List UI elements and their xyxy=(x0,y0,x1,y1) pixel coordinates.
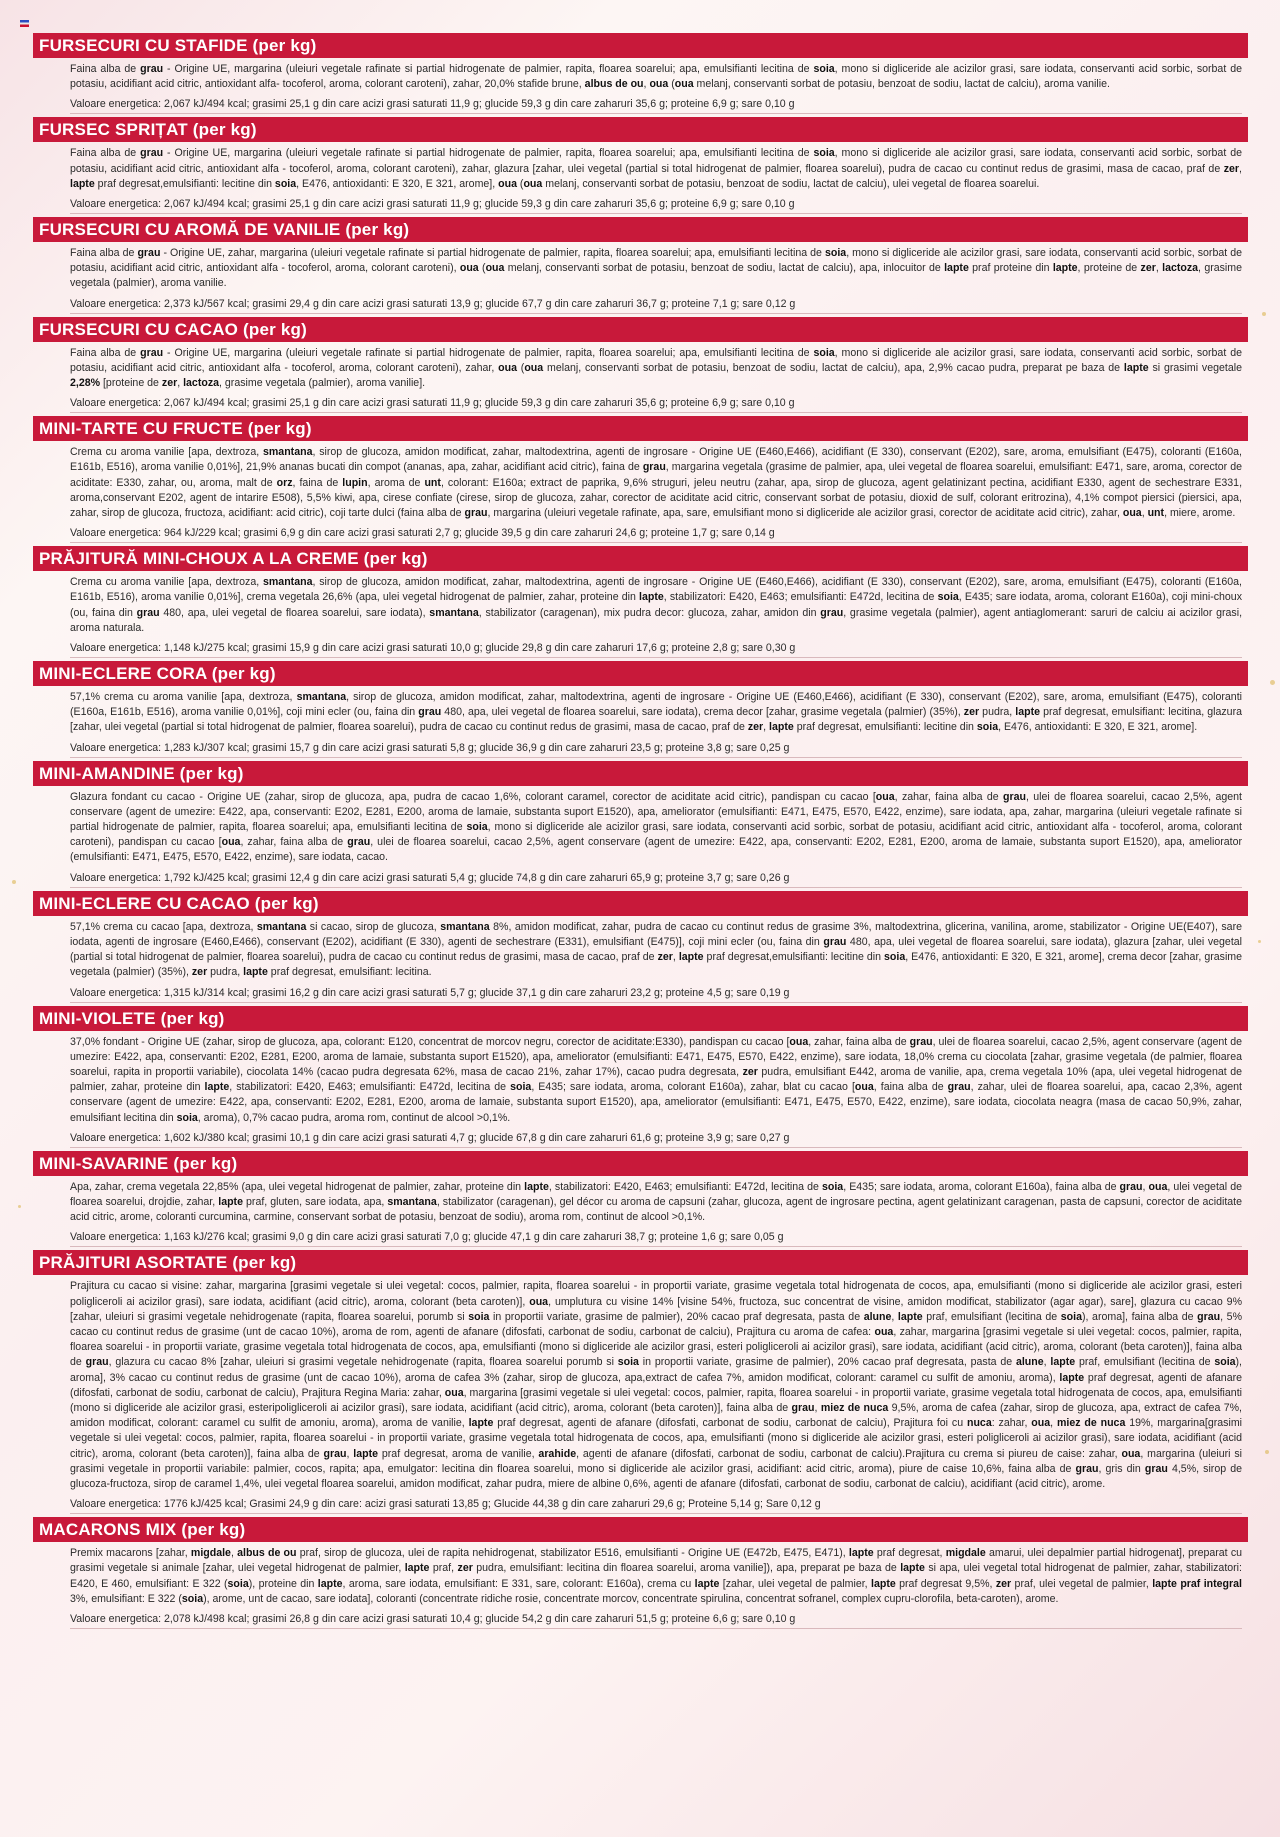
allergen-highlight: zer xyxy=(457,1562,473,1575)
allergen-highlight: nuca xyxy=(966,1417,992,1430)
allergen-highlight: zer xyxy=(657,951,673,964)
allergen-highlight: grau xyxy=(947,1081,971,1094)
allergen-highlight: lapte xyxy=(897,1310,923,1323)
product-title: FURSECURI CU STAFIDE (per kg) xyxy=(33,33,1248,58)
allergen-highlight: oua xyxy=(874,1325,894,1338)
allergen-highlight: smantana xyxy=(263,446,313,459)
allergen-highlight: grau xyxy=(642,461,666,474)
allergen-highlight: oua xyxy=(789,1035,809,1048)
allergen-highlight: albus de ou xyxy=(584,78,644,91)
product-body xyxy=(33,342,1248,414)
allergen-highlight: lactoza xyxy=(183,377,220,390)
allergen-highlight: smantana xyxy=(263,576,313,589)
product-section xyxy=(33,891,1248,1006)
nutrition-values: Valoare energetica: 964 kJ/229 kcal; grasimi 6,9 g din care acizi grasi saturati 2,7 g; glucide 39,5 g din care zaharuri 24,6 g; proteine 1,7 g; sare 0,14 g xyxy=(70,526,1242,543)
allergen-highlight: grau xyxy=(823,935,847,948)
allergen-highlight: lapte xyxy=(468,1417,494,1430)
product-body xyxy=(33,1031,1248,1148)
product-body xyxy=(33,786,1248,888)
product-section xyxy=(33,1517,1248,1632)
allergen-highlight: lapte xyxy=(1052,262,1078,275)
product-section xyxy=(33,546,1248,661)
allergen-highlight: oua xyxy=(854,1081,874,1094)
allergen-highlight: grau xyxy=(1003,790,1026,803)
allergen-highlight: zer xyxy=(742,1065,758,1078)
allergen-highlight: lapte xyxy=(769,721,794,734)
allergen-highlight: lapte xyxy=(848,1547,874,1560)
allergen-highlight: grau xyxy=(418,706,442,719)
decor-sparkle xyxy=(1270,680,1275,685)
product-title: FURSECURI CU AROMĂ DE VANILIE (per kg) xyxy=(33,217,1248,242)
allergen-highlight: oua xyxy=(1148,1180,1168,1193)
ingredients-text: Apa, zahar, crema vegetala 22,85% (apa, ulei vegetal hidrogenat de palmier, zahar, proteine din lapte, stabilizatori: E420, E463; emulsifianti: E472d, lecitina de soia, E435; sare iodata, aroma, colorant E160a), faina alba de grau, oua, ulei vegetal de floarea soarelui, drojdie, zahar, lapte praf, gluten, sare iodata, apa, smantana, stabilizator (caragenan), gel décor cu aroma de capsuni (zahar, glucoza, agent de ingrosare pectina, agent gelatinizant caragenan, pasta de capsuni, corector de aciditate acid citric, arome, coloranti curcumina, carmine, conservant sorbat de potasiu, benzoat de sodiu), aroma rom, continut de alcool >0,1%. xyxy=(70,1180,1242,1224)
product-title: MINI-SAVARINE (per kg) xyxy=(33,1151,1248,1176)
nutrition-values: Valoare energetica: 1,283 kJ/307 kcal; grasimi 15,7 g din care acizi grasi saturati 5,8 g; glucide 36,9 g din care zaharuri 23,5 g; proteine 3,8 g; sare 0,25 g xyxy=(70,741,1242,758)
decor-sparkle xyxy=(18,1205,21,1208)
allergen-highlight: lapte xyxy=(204,1081,230,1094)
decor-sparkle xyxy=(1265,1450,1269,1454)
allergen-highlight: grau xyxy=(347,836,371,849)
nutrition-values: Valoare energetica: 1,602 kJ/380 kcal; grasimi 10,1 g din care acizi grasi saturati 4,7 g; glucide 67,8 g din care zaharuri 61,6 g; proteine 3,9 g; sare 0,27 g xyxy=(70,1131,1242,1148)
allergen-highlight: lapte xyxy=(524,1180,549,1193)
allergen-highlight: miez de nuca xyxy=(1056,1417,1126,1430)
product-title: MINI-VIOLETE (per kg) xyxy=(33,1006,1248,1031)
allergen-highlight: soia xyxy=(468,1310,490,1323)
nutrition-values: Valoare energetica: 1,792 kJ/425 kcal; grasimi 12,4 g din care acizi grasi saturati 5,4 g; glucide 74,8 g din care zaharuri 65,9 g; proteine 3,7 g; sare 0,26 g xyxy=(70,871,1242,888)
product-section xyxy=(33,117,1248,217)
allergen-highlight: grau xyxy=(1119,1180,1143,1193)
allergen-highlight: soia xyxy=(510,1081,532,1094)
allergen-highlight: grau xyxy=(323,1447,347,1460)
product-title: MACARONS MIX (per kg) xyxy=(33,1517,1248,1542)
allergen-highlight: lapte xyxy=(900,1562,925,1575)
allergen-highlight: lapte xyxy=(218,1195,243,1208)
allergen-highlight: oua xyxy=(459,262,479,275)
allergen-highlight: lapte xyxy=(404,1562,430,1575)
allergen-highlight: soia xyxy=(1060,1310,1082,1323)
allergen-highlight: soia xyxy=(813,63,835,75)
allergen-highlight: oua xyxy=(498,177,517,190)
allergen-highlight: grau xyxy=(1075,1462,1099,1475)
allergen-highlight: grau xyxy=(1197,1310,1221,1323)
allergen-highlight: lapte xyxy=(639,591,664,604)
ingredients-text: 57,1% crema cu cacao [apa, dextroza, smantana si cacao, sirop de glucoza, smantana 8%, amidon modificat, zahar, pudra de cacao cu continut redus de grasime 3%, maltodextrina, glicerina, vanilina, arome, stabilizator - Origine UE(E407), sare iodata, agenti de ingrosare (E460,E466), conservant (E202), acidifiant (E 330), agenti de sechestrare (E331), emulsifiant (E475)], coji mini ecler (ou, faina din grau 480, apa, ulei vegetal de floarea soarelui, sare iodata), glazura [zahar, ulei vegetal (partial si total hidrogenat de palmier, floarea soarelui), pudra de cacao cu continut redus de grasimi, masa de cacao, praf de zer, lapte praf degresat,emulsifianti: lecitine din soia, E476, antioxidanti: E 320, E 321, arome], crema decor [zahar, grasime vegetala (palmier) (35%), zer pudra, lapte praf degresat, emulsifiant: lecitina. xyxy=(70,920,1243,979)
allergen-highlight: soia xyxy=(617,1356,639,1369)
product-section xyxy=(33,416,1248,546)
allergen-highlight: lapte xyxy=(944,262,969,275)
decor-sparkle xyxy=(12,880,16,884)
product-section xyxy=(33,317,1248,417)
allergen-highlight: grau xyxy=(137,247,161,260)
ingredients-text: Faina alba de grau - Origine UE, margarina (uleiuri vegetale rafinate si partial hidrogenate de palmier, rapita, floarea soarelui; apa, emulsifianti lecitina de soia, mono si digliceride ale acizilor grasi, sare iodata, conservanti acid sorbic, sorbat de potasiu, acidifiant acid citric, antioxidant alfa- tocoferol, aroma, colorant caroteni), zahar, 20,0% stafide brune, albus de ou, oua (oua melanj, conservanti sorbat de potasiu, benzoat de sodiu, lactat de calciu), aroma vanilie. xyxy=(70,63,1242,91)
allergen-highlight: smantana xyxy=(296,691,347,704)
product-body xyxy=(33,242,1248,314)
allergen-highlight: grau xyxy=(909,1035,933,1048)
allergen-highlight: soia xyxy=(824,247,847,260)
product-title: PRĂJITURĂ MINI-CHOUX A LA CREME (per kg) xyxy=(33,546,1248,571)
language-flag-icon[interactable] xyxy=(20,20,29,27)
allergen-highlight: oua xyxy=(1031,1417,1051,1430)
allergen-highlight: grau xyxy=(464,507,488,520)
allergen-highlight: lapte praf integral xyxy=(1152,1577,1242,1590)
allergen-highlight: soia xyxy=(822,1180,844,1193)
allergen-highlight: albus de ou xyxy=(237,1547,297,1560)
allergen-highlight: smantana xyxy=(256,920,307,933)
allergen-highlight: grau xyxy=(85,1356,109,1369)
product-title: MINI-TARTE CU FRUCTE (per kg) xyxy=(33,416,1248,441)
ingredients-text: Prajitura cu cacao si visine: zahar, margarina [grasimi vegetale si ulei vegetal: cocos, palmier, rapita, floarea soarelui - in proportii variate, grasime vegetala total hidrogenata de cocos, apa, emulsifianti (mono si digliceride ale acizilor grasi, esteri poligliceroli ai acizilor grasi), sare iodata, acidifiant (acid citric), aroma, colorant (beta caroten)], oua, umplutura cu visine 14% [visine 54%, fructoza, suc concentrat de visine, amidon modificat, stabilizator (agar agar), sare], glazura cu cacao 9% [zahar, uleiuri si grasimi vegetale nehidrogenate (rapita, floarea soarelui, porumb si soia in proportii variate, grasime de palmier), 20% cacao praf degresata, pasta de alune, lapte praf, emulsifiant (lecitina de soia), aroma], faina alba de grau, 5% cacao cu continut redus de grasime (unt de cacao 10%), aroma de rom, agenti de afanare (difosfati, carbonat de sodiu, carbonat de calciu), Prajitura cu aroma de cafea: oua, zahar, margarina [grasimi vegetale si ulei vegetal: cocos, palmier, rapita, floarea soarelui - in proportii variate, grasime vegetala total hidrogenata de cocos, apa, emulsifianti (mono si digliceride ale acizilor grasi, esteri poligliceroli ai acizilor grasi), sare iodata, acidifiant (acid citric), aroma, colorant (beta caroten)], faina alba de grau, glazura cu cacao 8% [zahar, uleiuri si grasimi vegetale nehidrogenate (rapita, floarea soarelui porumb si soia in proportii variate, grasime de palmier), 20% cacao praf degresata, pasta de alune, lapte praf, emulsifiant (lecitina de soia), aroma], 3% cacao cu continut redus de grasime (unt de cacao 10%), aroma de cafea 3% (zahar, sirop de glucoza, apa,extract de cafea 7%, amidon modificat, colorant: caramel cu sulfit de amoniu, aroma), lapte praf degresat, agenti de afanare (difosfati, carbonat de sodiu, carbonat de calciu), Prajitura Regina Maria: zahar, oua, margarina [grasimi vegetale si ulei vegetal: cocos, palmier, rapita, floarea soarelui - in proportii variate, grasime vegetala total hidrogenata de cocos, apa, emulsifianti (mono si digliceride ale acizilor grasi, esteripoligliceroli ai acizilor grasi), sare iodata, acidifiant (acid citric), aroma, colorant (beta caroten)], faina alba de grau, miez de nuca 9,5%, aroma de cafea (zahar, sirop de glucoza, apa, extract de cafea 7%, amidon modificat, colorant: caramel cu sulfit de amoniu, aroma), aroma de vanilie, lapte praf degresat, agenti de afanare (difosfati, carbonat de sodiu, carbonat de calciu), Prajitura foi cu nuca: zahar, oua, miez de nuca 19%, margarina[grasimi vegetale si ulei vegetal: cocos, palmier, rapita, floarea soarelui - in proportii variate, grasime vegetala total hidrogenata de cocos, apa, emulsifianti (mono si digliceride ale acizilor grasi, esteri poligliceroli ai acizilor grasi), sare iodata, acidifiant (acid citric), aroma, colorant (beta caroten)], faina alba de grau, lapte praf degresat, aroma de vanilie, arahide, agenti de afanare (difosfati, carbonat de sodiu, carbonat de calciu).Prajitura cu crema si piureu de caise: zahar, oua, margarina (uleiuri si grasimi vegetale in proportii variabile: palmier, cocos, rapita; apa, emulgator: lecitina din floarea soarelui, mono si digliceride ale acizilor grasi, acidifiant: acid citric, aroma), piure de caise 10,6%, faina alba de grau, gris din grau 4,5%, sirop de glucoza-fructoza, sirop de caramel 1,4%, ulei vegetal floarea soarelui, amidon modificat, zahar pudra, miere de albine 0,6%, agenti de afanare (difosfati, carbonat de sodiu, carbonat de calciu), acidifiant (acid citric), arome. xyxy=(70,1280,1243,1490)
decor-sparkle xyxy=(1258,940,1261,943)
allergen-highlight: soia xyxy=(813,346,835,359)
product-section xyxy=(33,1151,1248,1251)
allergen-highlight: smantana xyxy=(440,920,490,933)
allergen-highlight: oua xyxy=(523,177,543,190)
product-body xyxy=(33,441,1248,543)
product-title: PRĂJITURI ASORTATE (per kg) xyxy=(33,1250,1248,1275)
allergen-highlight: arahide xyxy=(538,1447,577,1460)
allergen-highlight: lapte xyxy=(317,1577,343,1590)
ingredients-text: Faina alba de grau - Origine UE, margarina (uleiuri vegetale rafinate si partial hidrogenate de palmier, rapita, floarea soarelui; apa, emulsifianti lecitina de soia, mono si digliceride ale acizilor grasi, sare iodata, conservanti acid sorbic, sorbat de potasiu, acidifiant acid citric, antioxidant alfa - tocoferol, aroma, colorant caroteni), zahar, oua (oua melanj, conservanti sorbat de potasiu, benzoat de sodiu, lactat de calciu), apa, 2,9% cacao pudra, preparat pe baza de lapte si grasimi vegetale 2,28% [proteine de zer, lactoza, grasime vegetala (palmier), aroma vanilie]. xyxy=(70,346,1242,390)
allergen-highlight: migdale xyxy=(190,1547,231,1560)
product-section xyxy=(33,1250,1248,1517)
allergen-highlight: smantana xyxy=(387,1195,437,1208)
product-body xyxy=(33,686,1248,758)
allergen-highlight: lapte xyxy=(678,951,704,964)
product-body xyxy=(33,58,1248,114)
allergen-highlight: grau xyxy=(140,147,164,160)
allergen-highlight: oua xyxy=(1121,1447,1141,1460)
allergen-highlight: lactoza xyxy=(1162,262,1199,275)
allergen-highlight: grau xyxy=(140,346,164,359)
ingredients-text: 37,0% fondant - Origine UE (zahar, sirop de glucoza, apa, colorant: E120, concentrat de morcov negru, corector de aciditate:E330), pandispan cu cacao [oua, zahar, faina alba de grau, ulei de floarea soarelui, cacao 2,5%, agent conservare (agent de umezire: E422, apa, conservanti: E202, E281, E200, aroma de lamaie, substanta suport E1520), apa, ameliorator (emulsifianti: E471, E475, E570, E422, enzime), sare iodata, 18,0% crema cu ciocolata [zahar, grasime vegetala (de palmier, floarea soarelui, rapita in proportii variabile), ciocolata 14% (cacao pudra degresata 62%, masa de cacao 21%, zahar 17%), cacao pudra degresata, zer pudra, emulsifiant E442, aroma de vanilie, apa, crema vegetala 10% (apa, ulei vegetal hidrogenat de palmier, zahar, proteine din lapte, stabilizatori: E420, E463; emulsifianti: E472d, lecitina de soia, E435; sare iodata, aroma, colorant E160a), zahar, blat cu cacao [oua, faina alba de grau, zahar, ulei de floarea soarelui, apa, cacao 2,3%, agent conservare (agent de umezire: E422, apa, conservanti: E202, E281, E200, aroma de lamaie, substanta suport E1520), apa, ameliorator (emulsifianti: E471, E475, E570, E422, enzime), sare iodata, ciocolata neagra (masa de cacao 50,9%, zahar, emulsifiant lecitina din soia, aroma), 0,7% cacao pudra, aroma rom, continut de alcool >0,1%. xyxy=(70,1035,1242,1124)
allergen-highlight: oua xyxy=(649,78,669,91)
nutrition-values: Valoare energetica: 2,067 kJ/494 kcal; grasimi 25,1 g din care acizi grasi saturati 11,9 g; glucide 59,3 g din care zaharuri 35,6 g; proteine 6,9 g; sare 0,10 g xyxy=(70,396,1242,413)
product-body xyxy=(33,1275,1248,1514)
ingredients-text: 57,1% crema cu aroma vanilie [apa, dextroza, smantana, sirop de glucoza, amidon modificat, zahar, maltodextrina, agenti de ingrosare - Origine UE (E460,E466), acidifiant (E 330), conservant (E202), sare, aroma, emulsifiant (E475), coloranti (E160a, E161b, E516), aroma vanilie 0,01%], coji mini ecler (ou, faina din grau 480, apa, ulei vegetal de floarea soarelui, sare iodata), crema decor [zahar, grasime vegetala (palmier) (35%), zer pudra, lapte praf degresat, emulsifiant: lecitina, glazura [zahar, ulei vegetal (partial si total hidrogenat de palmier, floarea soarelui), pudra de cacao cu continut redus de grasimi, masa de cacao, praf de zer, lapte praf degresat, emulsifianti: lecitine din soia, E476, antioxidanti: E 320, E 321, arome]. xyxy=(70,691,1242,734)
allergen-highlight: alune xyxy=(1015,1356,1044,1369)
allergen-highlight: soia xyxy=(274,177,297,190)
ingredients-text: Premix macarons [zahar, migdale, albus de ou praf, sirop de glucoza, ulei de rapita nehidrogenat, stabilizator E516, emulsifianti - Origine UE (E472b, E475, E471), lapte praf degresat, migdale amarui, ulei depalmier partial hidrogenat], preparat cu grasimi vegetale si animale [zahar, ulei vegetal hidrogenat de palmier, lapte praf, zer pudra, emulsifiant: lecitina din floarea soarelui, aroma vanilie]), apa, preparat pe baza de lapte si apa, ulei vegetal total hidrogenat de palmier, zahar, stabilizatori: E420, E 460, emulsifiant: E 322 (soia), proteine din lapte, aroma, sare iodata, emulsifiant: E 331, sare, colorant: E160a), crema cu lapte [zahar, ulei vegetal de palmier, lapte praf degresat 9,5%, zer praf, ulei vegetal de palmier, lapte praf integral 3%, emulsifiant: E 322 (soia), arome, unt de cacao, sare iodata], coloranti (concentrate ridiche rosie, concentrate morcov, concentrate spirulina, concentrat sofranel, complex cupru-clorofila, beta-caroten), arome. xyxy=(70,1547,1243,1605)
allergen-highlight: zer xyxy=(747,721,764,734)
product-body xyxy=(33,1542,1248,1629)
allergen-highlight: zer xyxy=(191,966,208,979)
allergen-highlight: soia xyxy=(884,951,906,964)
allergen-highlight: migdale xyxy=(945,1547,986,1560)
allergen-highlight: grau xyxy=(1144,1462,1168,1475)
product-body xyxy=(33,571,1248,658)
product-title: MINI-ECLERE CU CACAO (per kg) xyxy=(33,891,1248,916)
nutrition-values: Valoare energetica: 2,067 kJ/494 kcal; grasimi 25,1 g din care acizi grasi saturati 11,9 g; glucide 59,3 g din care zaharuri 35,6 g; proteine 6,9 g; sare 0,10 g xyxy=(70,197,1242,214)
allergen-highlight: lapte xyxy=(1059,1371,1085,1384)
allergen-highlight: soia xyxy=(813,147,835,160)
allergen-highlight: lapte xyxy=(694,1577,720,1590)
allergen-highlight: unt xyxy=(1147,507,1165,520)
allergen-highlight: grau xyxy=(136,606,160,619)
allergen-highlight: zer xyxy=(1223,162,1240,175)
allergen-highlight: lapte xyxy=(871,1577,896,1590)
nutrition-values: Valoare energetica: 2,078 kJ/498 kcal; grasimi 26,8 g din care acizi grasi saturati 10,4 g; glucide 54,2 g din care zaharuri 51,5 g; proteine 6,6 g; sare 0,10 g xyxy=(70,1612,1242,1629)
product-body xyxy=(33,916,1248,1003)
product-title: FURSEC SPRIȚAT (per kg) xyxy=(33,117,1248,142)
allergen-highlight: lupin xyxy=(342,476,368,489)
ingredients-text: Crema cu aroma vanilie [apa, dextroza, smantana, sirop de glucoza, amidon modificat, zahar, maltodextrina, agenti de ingrosare - Origine UE (E460,E466), acidifiant (E 330), conservant (E202), sare, aroma, emulsifiant (E475), coloranti (E160a, E161b, E516), aroma vanilie 0,01%], crema vegetala 26,6% (apa, ulei vegetal hidrogenat de palmier, zahar, proteine din lapte, stabilizatori: E420, E463; emulsifianti: E472d, lecitina de soia, E435; sare iodata, aroma, colorant E160a), coji mini-choux (ou, faina din grau 480, apa, ulei vegetal de floarea soarelui, sare iodata), smantana, stabilizator (caragenan), mix pudra decor: glucoza, zahar, amidon din grau, grasime vegetala (palmier), agent antiaglomerant: saruri de calciu ai acizilor grasi, aroma naturala. xyxy=(70,576,1243,634)
ingredients-text: Faina alba de grau - Origine UE, zahar, margarina (uleiuri vegetale rafinate si partial hidrogenate de palmier, rapita, floarea soarelui; apa, emulsifianti lecitina de soia, mono si digliceride ale acizilor grasi, sare iodata, conservanti acid sorbic, sorbat de potasiu, acidifiant acid citric, antioxidant alfa - tocoferol, aroma, colorant caroteni), oua (oua melanj, conservanti sorbat de potasiu, benzoat de sodiu, lactat de calciu), apa, inlocuitor de lapte praf proteine din lapte, proteine de zer, lactoza, grasime vegetala (palmier), aroma vanilie. xyxy=(70,247,1242,290)
ingredients-text: Crema cu aroma vanilie [apa, dextroza, smantana, sirop de glucoza, amidon modificat, zahar, maltodextrina, agenti de ingrosare - Origine UE (E460,E466), acidifiant (E 330), conservant (E202), sare, aroma, emulsifiant (E475), coloranti (E160a, E161b, E516), aroma vanilie 0,01%], 21,9% ananas bucati din compot (ananas, apa, zahar, acidifiant acid citric), faina de grau, margarina vegetala (grasime de palmier, apa, ulei vegetal de floarea soarelui, emulsifiant: E471, sare, aroma, corector de aciditate: E330, zahar, ou, aroma, malt de orz, faina de lupin, aroma de unt, colorant: E160a; extract de paprika, 9,6% struguri, jeleu neutru (zahar, apa, sirop de glucoza, agent gelatinizant pectina, acidifiant E330, agent de sechestrare E331, aroma,conservant E202, agent de intarire E508), 5,5% kiwi, apa, cirese confiate (cirese, sirop de glucoza, zahar, corector de aciditate acid citric, conservant sorbat de potasiu, dioxid de sulf, colorant eritrozina), 4,1% compot piersici (piersici, apa, zahar, sirop de glucoza, fructoza, acidifiant: acid citric), coji tarte dulci (faina alba de grau, margarina (uleiuri vegetale rafinate, apa, sare, emulsifiant mono si digliceride ale acizilor grasi, corector de aciditate acid citric), zahar, oua, unt, miere, arome. xyxy=(70,446,1243,520)
product-section xyxy=(33,761,1248,891)
nutrition-values: Valoare energetica: 2,067 kJ/494 kcal; grasimi 25,1 g din care acizi grasi saturati 11,9 g; glucide 59,3 g din care zaharuri 35,6 g; proteine 6,9 g; sare 0,10 g xyxy=(70,97,1242,114)
allergen-highlight: oua xyxy=(875,790,895,803)
product-title: FURSECURI CU CACAO (per kg) xyxy=(33,317,1248,342)
allergen-highlight: soia xyxy=(176,1111,198,1124)
allergen-highlight: grau xyxy=(140,63,164,75)
allergen-highlight: alune xyxy=(863,1310,892,1323)
product-body xyxy=(33,1176,1248,1248)
ingredients-text: Glazura fondant cu cacao - Origine UE (zahar, sirop de glucoza, apa, pudra de cacao 1,6%, colorant caramel, corector de aciditate acid citric), pandispan cu cacao [oua, zahar, faina alba de grau, ulei de floarea soarelui, cacao 2,5%, agent conservare (agent de umezire: E422, apa, conservanti: E202, E281, E200, aroma de lamaie, substanta suport E1520), apa, ameliorator (emulsifianti: E471, E475, E570, E422, enzime), sare iodata, apa, zahar, margarina (uleiuri vegetale rafinate si partial hidrogenate de palmier, rapita, floarea soarelui; apa, emulsifianti lecitina de soia, mono si digliceride ale acizilor grasi, sare iodata, conservanti acid sorbic, sorbat de potasiu, acidifiant acid citric, antioxidant alfa - tocoferol, aroma, colorant caroteni), pandispan cu cacao [oua, zahar, faina alba de grau, ulei de floarea soarelui, cacao 2,5%, agent conservare (agent de umezire: E422, apa, conservanti: E202, E281, E200, aroma de lamaie, substanta suport E1520), apa, ameliorator (emulsifianti: E471, E475, E570, E422, enzime), sare iodata, cacao. xyxy=(70,790,1243,864)
allergen-highlight: oua xyxy=(485,262,505,275)
allergen-highlight: soia xyxy=(466,821,488,834)
allergen-highlight: soia xyxy=(976,721,999,734)
allergen-highlight: grau xyxy=(791,1401,815,1414)
allergen-highlight: zer xyxy=(1140,262,1156,275)
allergen-highlight: lapte xyxy=(1123,361,1149,374)
nutrition-values: Valoare energetica: 1,315 kJ/314 kcal; grasimi 16,2 g din care acizi grasi saturati 5,7 g; glucide 37,1 g din care zaharuri 23,2 g; proteine 4,5 g; sare 0,19 g xyxy=(70,986,1242,1003)
product-section xyxy=(33,1006,1248,1151)
allergen-highlight: lapte xyxy=(1015,706,1041,719)
product-section xyxy=(33,661,1248,761)
nutrition-values: Valoare energetica: 1,163 kJ/276 kcal; grasimi 9,0 g din care acizi grasi saturati 7,0 g; glucide 47,1 g din care zaharuri 38,7 g; proteine 1,6 g; sare 0,05 g xyxy=(70,1230,1242,1247)
allergen-highlight: grau xyxy=(820,606,844,619)
allergen-highlight: oua xyxy=(674,78,694,91)
allergen-highlight: lapte xyxy=(70,177,95,190)
allergen-highlight: zer xyxy=(161,377,178,390)
product-title: MINI-ECLERE CORA (per kg) xyxy=(33,661,1248,686)
allergen-highlight: lapte xyxy=(243,966,268,979)
nutrition-values: Valoare energetica: 1776 kJ/425 kcal; Grasimi 24,9 g din care: acizi grasi saturati 13,85 g; Glucide 44,38 g din care zaharuri 29,6 g; Proteine 5,14 g; Sare 0,12 g xyxy=(70,1497,1242,1514)
allergen-highlight: miez de nuca xyxy=(820,1401,889,1414)
allergen-highlight: oua xyxy=(221,836,241,849)
product-section xyxy=(33,217,1248,317)
nutrition-values: Valoare energetica: 2,373 kJ/567 kcal; grasimi 29,4 g din care acizi grasi saturati 13,9 g; glucide 67,7 g din care zaharuri 36,7 g; proteine 7,1 g; sare 0,12 g xyxy=(70,297,1242,314)
allergen-highlight: oua xyxy=(444,1386,464,1399)
allergen-highlight: 2,28% xyxy=(70,377,101,390)
allergen-highlight: soia xyxy=(1214,1356,1236,1369)
allergen-highlight: zer xyxy=(995,1577,1012,1590)
allergen-highlight: zer xyxy=(963,706,980,719)
product-title: MINI-AMANDINE (per kg) xyxy=(33,761,1248,786)
ingredients-text: Faina alba de grau - Origine UE, margarina (uleiuri vegetale rafinate si partial hidrogenate de palmier, rapita, floarea soarelui; apa, emulsifianti lecitina de soia, mono si digliceride ale acizilor grasi, sare iodata, conservanti acid sorbic, sorbat de potasiu, acidifiant acid citric, antioxidant alfa - tocoferol, aroma, colorant caroteni), zahar, glazura [zahar, ulei vegetal (partial si total hidrogenat de palmier, floarea soarelui), pudra de cacao cu continut redus de grasimi, masa de cacao, praf de zer, lapte praf degresat,emulsifianti: lecitine din soia, E476, antioxidanti: E 320, E 321, arome], oua (oua melanj, conservanti sorbat de potasiu, benzoat de sodiu, lactat de calciu), ulei vegetal de floarea soarelui. xyxy=(70,147,1242,190)
allergen-highlight: smantana xyxy=(429,606,479,619)
allergen-highlight: soia xyxy=(181,1592,204,1605)
allergen-highlight: unt xyxy=(424,476,441,489)
allergen-highlight: oua xyxy=(498,361,517,374)
allergen-highlight: soia xyxy=(937,591,959,604)
allergen-highlight: orz xyxy=(276,476,293,489)
nutrition-values: Valoare energetica: 1,148 kJ/275 kcal; grasimi 15,9 g din care acizi grasi saturati 10,0 g; glucide 29,8 g din care zaharuri 17,6 g; proteine 2,8 g; sare 0,30 g xyxy=(70,641,1242,658)
product-section xyxy=(33,33,1248,117)
product-body xyxy=(33,142,1248,214)
allergen-highlight: oua xyxy=(529,1295,549,1308)
allergen-highlight: lapte xyxy=(1050,1356,1076,1369)
ingredients-sheet xyxy=(33,33,1248,1632)
allergen-highlight: lapte xyxy=(353,1447,379,1460)
decor-sparkle xyxy=(1262,312,1266,316)
allergen-highlight: soia xyxy=(227,1577,249,1590)
allergen-highlight: oua xyxy=(524,361,544,374)
allergen-highlight: oua xyxy=(1122,507,1142,520)
